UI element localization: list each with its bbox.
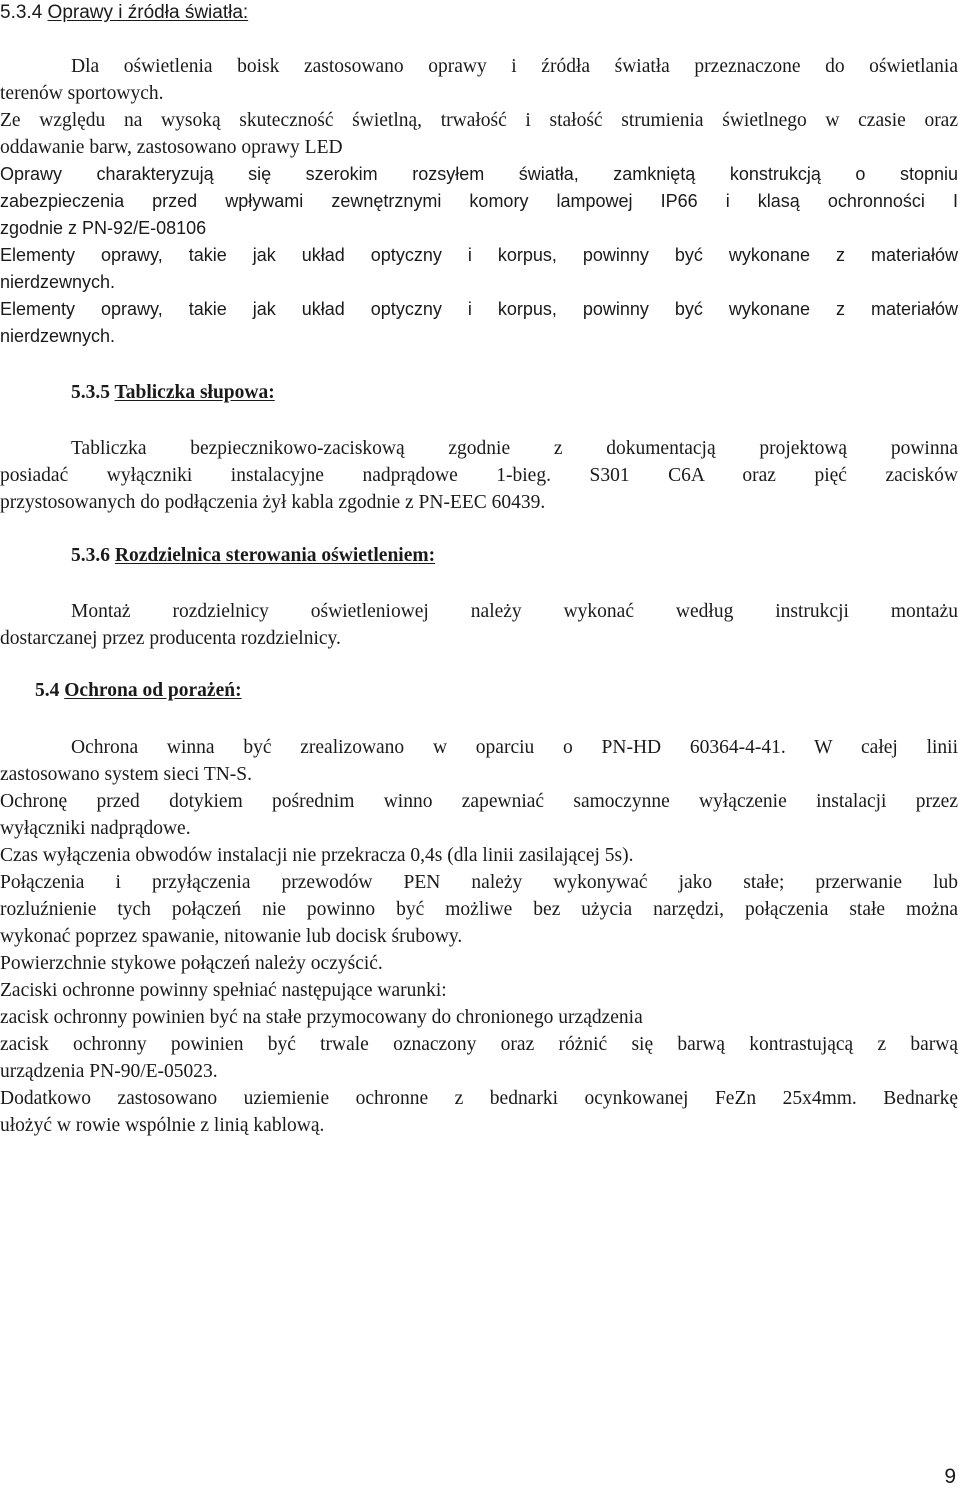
text-line: urządzenia PN-90/E-05023.	[0, 1061, 218, 1082]
section-heading-5-3-5	[71, 382, 275, 404]
text-line: oddawanie barw, zastosowano oprawy LED	[0, 137, 343, 158]
text-line: Tabliczka bezpiecznikowo-zaciskową zgodnie z dokumentacją projektową powinna	[71, 438, 958, 459]
section-5-3-6-body	[0, 598, 958, 652]
text-line: Ochrona winna być zrealizowano w oparciu o PN-HD 60364-4-41. W całej linii	[71, 737, 958, 758]
text-line: Elementy oprawy, takie jak układ optyczny i korpus, powinny być wykonane z materiałów	[0, 245, 958, 265]
text-line: zastosowano system sieci TN-S.	[0, 764, 253, 785]
text-line: zabezpieczenia przed wpływami zewnętrznymi komory lampowej IP66 i klasą ochronności I	[0, 191, 958, 211]
section-number: 5.3.4	[0, 2, 43, 23]
section-title: Oprawy i źródła światła:	[47, 2, 249, 23]
section-title: Tabliczka słupowa:	[114, 382, 275, 403]
section-heading-5-4	[35, 680, 242, 702]
section-number: 5.3.6	[71, 545, 110, 566]
text-line: Dodatkowo zastosowano uziemienie ochronne z bednarki ocynkowanej FeZn 25x4mm. Bednarkę	[0, 1088, 958, 1109]
text-line: ułożyć w rowie wspólnie z linią kablową.	[0, 1115, 325, 1136]
section-heading-5-3-6	[71, 545, 435, 567]
text-line: Elementy oprawy, takie jak układ optyczny i korpus, powinny być wykonane z materiałów	[0, 299, 958, 319]
text-line: Dla oświetlenia boisk zastosowano oprawy i źródła światła przeznaczone do oświetlania	[71, 56, 958, 77]
text-line: Ze względu na wysoką skuteczność świetlną, trwałość i stałość strumienia świetlnego w czasie oraz	[0, 110, 958, 131]
section-5-3-5-body	[0, 435, 958, 516]
section-title: Ochrona od porażeń:	[64, 680, 242, 701]
text-line: przystosowanych do podłączenia żył kabla zgodnie z PN-EEC 60439.	[0, 492, 546, 513]
text-line: zacisk ochronny powinien być trwale oznaczony oraz różnić się barwą kontrastującą z barwą	[0, 1034, 958, 1055]
text-line: wykonać poprzez spawanie, nitowanie lub docisk śrubowy.	[0, 926, 463, 947]
text-line: zacisk ochronny powinien być na stałe przymocowany do chronionego urządzenia	[0, 1007, 643, 1028]
text-line: wyłączniki nadprądowe.	[0, 818, 191, 839]
text-line: nierdzewnych.	[0, 272, 116, 292]
text-line: rozluźnienie tych połączeń nie powinno być możliwe bez użycia narzędzi, połączenia stałe można	[0, 899, 958, 920]
text-line: Ochronę przed dotykiem pośrednim winno zapewniać samoczynne wyłączenie instalacji przez	[0, 791, 958, 812]
text-line: Zaciski ochronne powinny spełniać następujące warunki:	[0, 980, 447, 1001]
section-number: 5.3.5	[71, 382, 110, 403]
text-line: zgodnie z PN-92/E-08106	[0, 218, 207, 238]
section-title: Rozdzielnica sterowania oświetleniem:	[114, 545, 436, 566]
text-line: dostarczanej przez producenta rozdzielnicy.	[0, 628, 341, 649]
section-5-3-4-body	[0, 53, 958, 161]
text-line: Montaż rozdzielnicy oświetleniowej należy wykonać według instrukcji montażu	[71, 601, 958, 622]
section-5-3-4-sans-body	[0, 161, 958, 350]
section-number: 5.4	[35, 680, 60, 701]
text-line: Powierzchnie stykowe połączeń należy oczyścić.	[0, 953, 383, 974]
text-line: posiadać wyłączniki instalacyjne nadprądowe 1-bieg. S301 C6A oraz pięć zacisków	[0, 465, 958, 486]
text-line: Oprawy charakteryzują się szerokim rozsyłem światła, zamkniętą konstrukcją o stopniu	[0, 164, 958, 184]
page-number: 9	[944, 1465, 956, 1488]
section-heading-5-3-4	[0, 2, 248, 24]
text-line: nierdzewnych.	[0, 326, 116, 346]
section-5-4-body	[0, 734, 958, 1139]
text-line: Czas wyłączenia obwodów instalacji nie przekracza 0,4s (dla linii zasilającej 5s).	[0, 845, 634, 866]
text-line: Połączenia i przyłączenia przewodów PEN należy wykonywać jako stałe; przerwanie lub	[0, 872, 958, 893]
text-line: terenów sportowych.	[0, 83, 164, 104]
